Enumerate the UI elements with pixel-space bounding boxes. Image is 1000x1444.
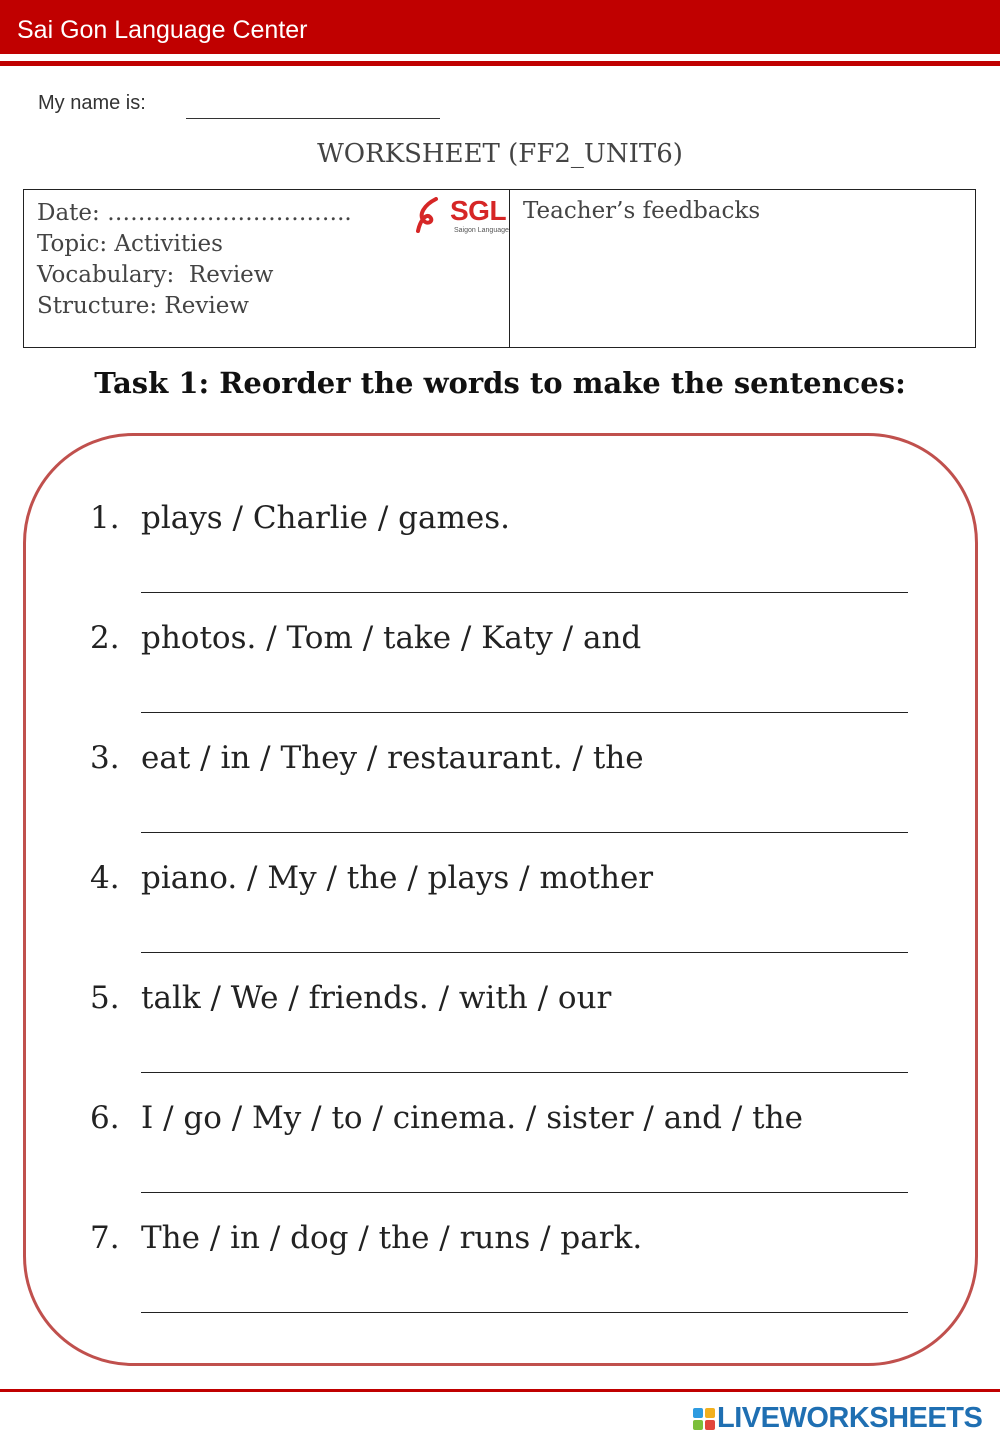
info-table <box>23 189 976 348</box>
logo-subtitle: Saigon Language <box>454 227 509 234</box>
item-text: I / go / My / to / cinema. / sister / and / the <box>141 1100 803 1136</box>
worksheet-title: WORKSHEET (FF2_UNIT6) <box>317 139 683 169</box>
info-table-divider <box>509 190 510 347</box>
answer-line-2[interactable] <box>141 712 908 713</box>
answer-line-6[interactable] <box>141 1192 908 1193</box>
item-number: 3. <box>90 740 120 776</box>
item-number: 4. <box>90 860 120 896</box>
liveworksheets-brand: LIVEWORKSHEETS <box>717 1402 983 1434</box>
header-divider <box>0 61 1000 66</box>
item-text: photos. / Tom / take / Katy / and <box>141 620 642 656</box>
vocabulary-field: Vocabulary: Review <box>37 262 274 288</box>
task-title: Task 1: Reorder the words to make the sentences: <box>94 366 906 400</box>
sgl-logo <box>414 195 510 237</box>
item-text: The / in / dog / the / runs / park. <box>141 1220 643 1256</box>
answer-line-3[interactable] <box>141 832 908 833</box>
item-number: 2. <box>90 620 120 656</box>
item-number: 5. <box>90 980 120 1016</box>
teacher-feedback-label: Teacher’s feedbacks <box>523 198 761 224</box>
item-number: 7. <box>90 1220 120 1256</box>
info-details <box>37 198 352 322</box>
topic-field: Topic: Activities <box>37 231 223 257</box>
item-text: plays / Charlie / games. <box>141 500 510 536</box>
header-title: Sai Gon Language Center <box>17 16 308 44</box>
footer-divider <box>0 1389 1000 1392</box>
answer-line-4[interactable] <box>141 952 908 953</box>
date-field: Date: ………………………….. <box>37 200 352 226</box>
logo-text: SGL <box>450 195 507 226</box>
liveworksheets-logo <box>693 1402 993 1436</box>
item-number: 6. <box>90 1100 120 1136</box>
item-text: talk / We / friends. / with / our <box>141 980 612 1016</box>
answer-line-5[interactable] <box>141 1072 908 1073</box>
liveworksheets-grid-icon <box>693 1408 715 1430</box>
answer-line-7[interactable] <box>141 1312 908 1313</box>
item-text: piano. / My / the / plays / mother <box>141 860 654 896</box>
name-prompt: My name is: <box>38 92 146 114</box>
item-number: 1. <box>90 500 120 536</box>
answer-line-1[interactable] <box>141 592 908 593</box>
header-bar <box>0 0 1000 54</box>
item-text: eat / in / They / restaurant. / the <box>141 740 644 776</box>
structure-field: Structure: Review <box>37 293 249 319</box>
name-input-line[interactable] <box>186 118 440 119</box>
sgl-swoosh-icon <box>414 197 448 235</box>
